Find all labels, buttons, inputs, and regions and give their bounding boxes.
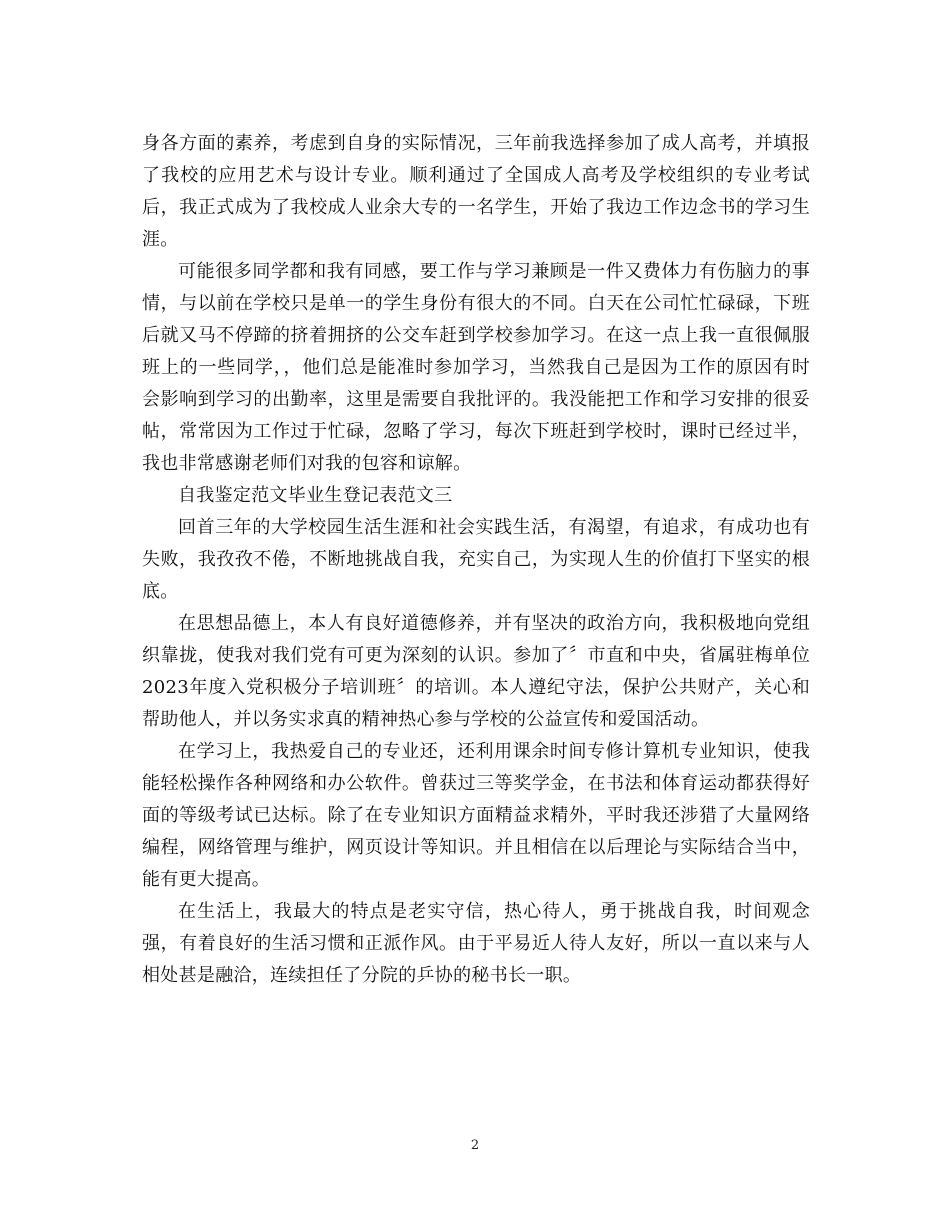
document-body [142,128,810,992]
section-heading: 自我鉴定范文毕业生登记表范文三 [178,485,453,506]
page-number: 2 [470,1138,480,1153]
paragraph-5: 在学习上，我热爱自己的专业还，还利用课余时间专修计算机专业知识，使我能轻松操作各种网络和办公软件。曾获过三等奖学金，在书法和体育运动都获得好 面的等级考试已达标。除了在专业知识方面精益求精外，平时我还涉猎了大量网络编程，网络管理与维护，网页设计等知识。并且相信在以后理论与实际结合当中，能有更大提高。 [142,741,810,890]
paragraph-1: 身各方面的素养，考虑到自身的实际情况，三年前我选择参加了成人高考，并填报了我校的应用艺术与设计专业。顺利通过了全国成人高考及学校组织的专业考试后，我正式成为了我校成人业余大专的一名学生，开始了我边工作边念书的学习生涯。 [142,133,810,250]
paragraph-3: 回首三年的大学校园生活生涯和社会实践生活，有渴望，有追求，有成功也有失败，我孜孜不倦，不断地挑战自我，充实自己，为实现人生的价值打下坚实的根底。 [142,517,810,602]
paragraph-6: 在生活上，我最大的特点是老实守信，热心待人，勇于挑战自我，时间观念强，有着良好的生活习惯和正派作风。由于平易近人待人友好，所以一直以来与人相处甚是融洽，连续担任了分院的乒协的秘书长一职。 [142,901,810,986]
paragraph-2: 可能很多同学都和我有同感，要工作与学习兼顾是一件又费体力有伤脑力的事情，与以前在学校只是单一的学生身份有很大的不同。白天在公司忙忙碌碌，下班后就又马不停蹄的挤着拥挤的公交车赶到学校参加学习。在这一点上我一直很佩服班上的一些同学，，他们总是能准时参加学习，当然我自己是因为工作的原因有时会影响到学习的出勤率，这里是需要自我批评的。我没能把工作和学习安排的很妥帖，常常因为工作过于忙碌，忽略了学习，每次下班赶到学校时，课时已经过半，我也非常感谢老师们对我的包容和谅解。 [142,261,810,474]
paragraph-4: 在思想品德上，本人有良好道德修养，并有坚决的政治方向，我积极地向党组织靠拢，使我对我们党有可更为深刻的认识。参加了〞市直和中央，省属驻梅单位2023年度入党积极分子培训班〞的培训。本人遵纪守法，保护公共财产，关心和帮助他人，并以务实求真的精神热心参与学校的公益宣传和爱国活动。 [142,613,810,730]
